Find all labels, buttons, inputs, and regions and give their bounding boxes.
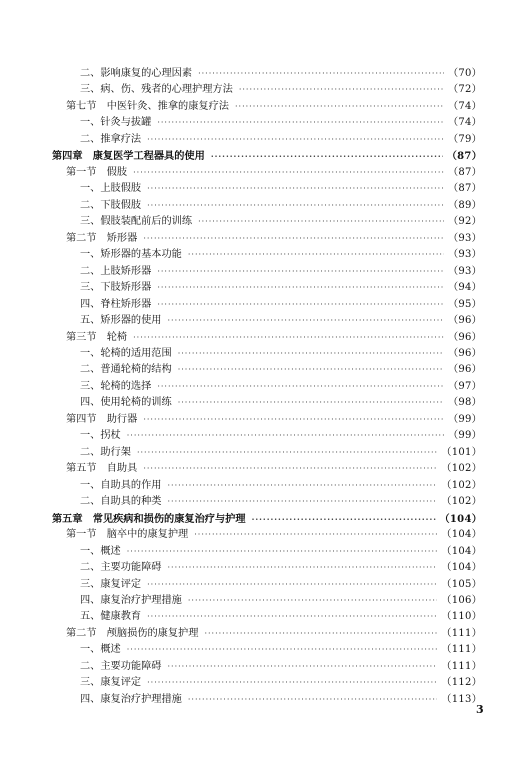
toc-entry-title: 第七节 中医针灸、推拿的康复疗法	[66, 100, 229, 112]
toc-item	[52, 478, 482, 494]
toc-entry-page: （79）	[448, 133, 482, 145]
toc-entry-page: （101）	[441, 446, 482, 458]
toc-entry-page: （102）	[441, 479, 482, 491]
toc-entry-title: 三、康复评定	[80, 677, 142, 689]
toc-item	[52, 494, 482, 510]
toc-item	[52, 379, 482, 395]
dot-leader	[239, 82, 444, 98]
toc-entry-title: 一、拐杖	[80, 430, 121, 442]
toc-section	[52, 231, 482, 247]
toc-item	[52, 560, 482, 576]
dot-leader	[194, 527, 437, 543]
table-of-contents	[52, 66, 482, 708]
toc-entry-title: 三、康复评定	[80, 578, 142, 590]
toc-entry-title: 一、矫形器的基本功能	[80, 249, 182, 261]
dot-leader	[157, 280, 444, 296]
toc-entry-title: 第二节 矫形器	[66, 232, 138, 244]
toc-entry-page: （99）	[448, 413, 482, 425]
toc-entry-title: 一、概述	[80, 545, 121, 557]
toc-entry-page: （104）	[441, 529, 482, 541]
toc-entry-title: 第五节 自助具	[66, 463, 138, 475]
toc-entry-page: （93）	[448, 265, 482, 277]
toc-entry-page: （104）	[441, 562, 482, 574]
toc-item	[52, 362, 482, 378]
dot-leader	[133, 330, 444, 346]
toc-entry-page: （106）	[441, 595, 482, 606]
toc-section	[52, 165, 482, 181]
toc-entry-page: （102）	[441, 496, 482, 508]
toc-entry-page: （87）	[448, 166, 482, 178]
toc-entry-title: 四、康复治疗护理措施	[80, 693, 182, 705]
toc-item	[52, 280, 482, 296]
dot-leader	[157, 115, 444, 131]
toc-entry-page: （111）	[441, 660, 482, 672]
toc-item	[52, 659, 482, 675]
toc-entry-title: 一、概述	[80, 644, 121, 656]
toc-item	[52, 609, 482, 625]
dot-leader	[168, 313, 445, 329]
toc-item	[52, 313, 482, 329]
dot-leader	[211, 148, 443, 164]
toc-entry-page: （111）	[441, 644, 482, 656]
toc-entry-page: （95）	[448, 298, 482, 310]
toc-entry-title: 三、轮椅的选择	[80, 380, 152, 392]
toc-entry-title: 第一节 脑卒中的康复护理	[66, 529, 189, 541]
dot-leader	[188, 593, 438, 609]
toc-entry-title: 三、假肢装配前后的训练	[80, 216, 193, 228]
toc-section	[52, 527, 482, 543]
toc-entry-page: （96）	[448, 315, 482, 327]
toc-chapter	[52, 148, 482, 164]
toc-item	[52, 214, 482, 230]
dot-leader	[157, 264, 444, 280]
dot-leader	[127, 428, 444, 444]
toc-item	[52, 593, 482, 609]
toc-entry-page: （98）	[448, 397, 482, 409]
toc-entry-page: （92）	[448, 216, 482, 228]
toc-section	[52, 461, 482, 477]
toc-entry-page: （70）	[448, 68, 482, 79]
page-number: 3	[476, 703, 484, 716]
toc-entry-title: 五、矫形器的使用	[80, 315, 162, 327]
dot-leader	[168, 494, 438, 510]
dot-leader	[147, 198, 444, 214]
toc-entry-title: 二、影响康复的心理因素	[80, 68, 193, 79]
dot-leader	[168, 560, 438, 576]
toc-item	[52, 297, 482, 313]
dot-leader	[168, 478, 438, 494]
toc-entry-title: 二、主要功能障碍	[80, 660, 162, 672]
dot-leader	[127, 642, 438, 658]
toc-entry-title: 第二节 颅脑损伤的康复护理	[66, 627, 199, 639]
dot-leader	[143, 461, 437, 477]
toc-entry-title: 第三节 轮椅	[66, 331, 128, 343]
toc-item	[52, 675, 482, 691]
toc-entry-page: （93）	[448, 232, 482, 244]
dot-leader	[178, 362, 444, 378]
dot-leader	[157, 297, 444, 313]
toc-entry-page: （111）	[441, 627, 482, 639]
toc-entry-title: 三、下肢矫形器	[80, 282, 152, 294]
toc-section	[52, 412, 482, 428]
toc-entry-title: 四、使用轮椅的训练	[80, 397, 172, 409]
dot-leader	[188, 247, 444, 263]
dot-leader	[168, 659, 438, 675]
toc-item	[52, 66, 482, 82]
toc-entry-title: 一、上肢假肢	[80, 183, 142, 195]
toc-entry-title: 二、普通轮椅的结构	[80, 364, 172, 376]
toc-entry-page: （99）	[448, 430, 482, 442]
toc-entry-page: （93）	[448, 249, 482, 261]
dot-leader	[147, 609, 437, 625]
toc-entry-title: 四、康复治疗护理措施	[80, 595, 182, 606]
toc-item	[52, 692, 482, 708]
dot-leader	[147, 675, 437, 691]
toc-entry-page: （102）	[441, 463, 482, 475]
toc-entry-title: 三、病、伤、残者的心理护理方法	[80, 84, 233, 96]
toc-chapter	[52, 511, 482, 527]
dot-leader	[137, 445, 437, 461]
dot-leader	[147, 181, 444, 197]
toc-section	[52, 330, 482, 346]
dot-leader	[143, 231, 444, 247]
dot-leader	[133, 165, 444, 181]
toc-entry-page: （72）	[448, 84, 482, 96]
toc-item	[52, 544, 482, 560]
toc-entry-page: （74）	[448, 117, 482, 129]
toc-entry-title: 第四章 康复医学工程器具的使用	[52, 150, 205, 163]
toc-entry-title: 第五章 常见疾病和损伤的康复治疗与护理	[52, 512, 246, 525]
dot-leader	[143, 412, 444, 428]
toc-entry-page: （96）	[448, 331, 482, 343]
toc-entry-page: （97）	[448, 380, 482, 392]
toc-entry-page: （74）	[448, 100, 482, 112]
toc-item	[52, 181, 482, 197]
toc-section	[52, 99, 482, 115]
toc-entry-page: （87）	[448, 183, 482, 195]
dot-leader	[198, 66, 444, 82]
toc-entry-page: （112）	[441, 677, 482, 689]
toc-entry-title: 二、助行架	[80, 446, 131, 458]
dot-leader	[178, 395, 444, 411]
toc-entry-title: 二、自助具的种类	[80, 496, 162, 508]
dot-leader	[252, 511, 436, 527]
toc-section	[52, 626, 482, 642]
toc-entry-title: 二、下肢假肢	[80, 199, 142, 211]
toc-item	[52, 247, 482, 263]
dot-leader	[188, 692, 438, 708]
toc-entry-page: （96）	[448, 364, 482, 376]
toc-entry-page: （89）	[448, 199, 482, 211]
toc-entry-title: 二、推拿疗法	[80, 133, 142, 145]
toc-entry-title: 一、轮椅的适用范围	[80, 347, 172, 359]
toc-item	[52, 132, 482, 148]
toc-entry-title: 第一节 假肢	[66, 166, 128, 178]
toc-entry-page: （87）	[446, 151, 482, 163]
dot-leader	[178, 346, 444, 362]
dot-leader	[157, 379, 444, 395]
dot-leader	[235, 99, 444, 115]
dot-leader	[147, 577, 437, 593]
toc-entry-title: 第四节 助行器	[66, 413, 138, 425]
dot-leader	[204, 626, 437, 642]
toc-entry-page: （104）	[439, 513, 482, 525]
toc-item	[52, 445, 482, 461]
toc-entry-title: 一、自助具的作用	[80, 479, 162, 491]
toc-entry-title: 二、主要功能障碍	[80, 562, 162, 574]
toc-item	[52, 395, 482, 411]
dot-leader	[147, 132, 444, 148]
toc-item	[52, 198, 482, 214]
toc-item	[52, 115, 482, 131]
toc-item	[52, 264, 482, 280]
dot-leader	[127, 544, 438, 560]
dot-leader	[198, 214, 444, 230]
toc-entry-title: 四、脊柱矫形器	[80, 298, 152, 310]
toc-item	[52, 642, 482, 658]
toc-entry-page: （113）	[441, 693, 482, 705]
toc-entry-title: 五、健康教育	[80, 611, 142, 623]
toc-entry-page: （96）	[448, 347, 482, 359]
toc-entry-page: （110）	[441, 611, 482, 623]
toc-item	[52, 577, 482, 593]
toc-item	[52, 82, 482, 98]
toc-entry-title: 一、针灸与拔罐	[80, 117, 152, 129]
toc-item	[52, 428, 482, 444]
toc-entry-title: 二、上肢矫形器	[80, 265, 152, 277]
toc-entry-page: （105）	[441, 578, 482, 590]
toc-item	[52, 346, 482, 362]
toc-entry-page: （94）	[448, 282, 482, 294]
toc-entry-page: （104）	[441, 545, 482, 557]
